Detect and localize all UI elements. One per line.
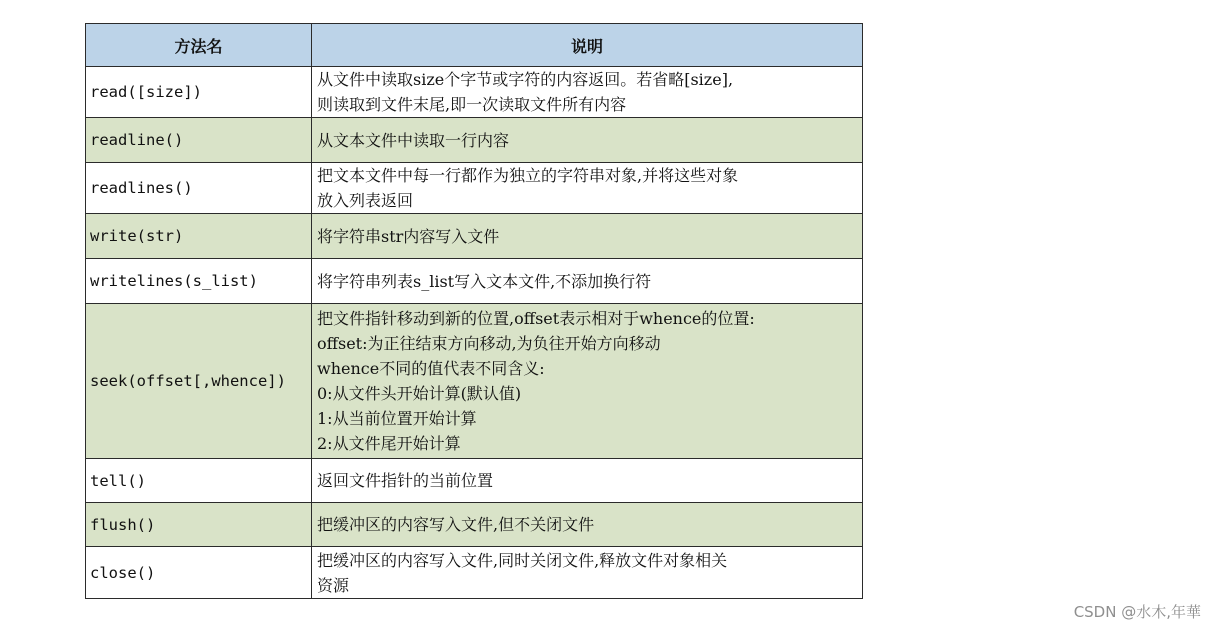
description-cell <box>312 547 863 599</box>
csdn-watermark: CSDN @水木,年華 <box>1073 603 1201 621</box>
description-line: 将字符串列表s_list写入文本文件,不添加换行符 <box>317 271 652 291</box>
description-line: 把缓冲区的内容写入文件,但不关闭文件 <box>317 515 595 534</box>
description-cell <box>312 214 863 259</box>
description-line: 返回文件指针的当前位置 <box>317 471 494 490</box>
table-row <box>86 214 863 259</box>
description-cell <box>312 67 863 118</box>
method-cell: tell() <box>86 459 312 503</box>
description-cell <box>312 459 863 503</box>
table-row <box>86 163 863 214</box>
header-description: 说明 <box>312 24 863 67</box>
table-row <box>86 304 863 459</box>
table-row <box>86 459 863 503</box>
description-cell <box>312 118 863 163</box>
description-cell <box>312 163 863 214</box>
description-line: 从文本文件中读取一行内容 <box>317 130 510 150</box>
description-line: 放入列表返回 <box>317 191 414 210</box>
table-header-row <box>86 24 863 67</box>
description-line: whence不同的值代表不同含义: <box>317 359 545 378</box>
method-cell: write(str) <box>86 214 312 259</box>
table-row <box>86 259 863 304</box>
method-cell: seek(offset[,whence]) <box>86 304 312 459</box>
file-methods-table <box>85 23 863 599</box>
description-line: 则读取到文件末尾,即一次读取文件所有内容 <box>317 95 627 114</box>
description-line: 把文本文件中每一行都作为独立的字符串对象,并将这些对象 <box>317 166 739 185</box>
description-cell <box>312 304 863 459</box>
table-row <box>86 118 863 163</box>
method-cell: writelines(s_list) <box>86 259 312 304</box>
method-cell: readlines() <box>86 163 312 214</box>
header-method-name: 方法名 <box>86 24 312 67</box>
description-line: 把文件指针移动到新的位置,offset表示相对于whence的位置: <box>317 309 755 328</box>
description-line: offset:为正往结束方向移动,为负往开始方向移动 <box>317 334 661 353</box>
description-line: 1:从当前位置开始计算 <box>317 409 477 428</box>
table-row <box>86 547 863 599</box>
description-line: 把缓冲区的内容写入文件,同时关闭文件,释放文件对象相关 <box>317 550 728 570</box>
description-line: 0:从文件头开始计算(默认值) <box>317 384 522 403</box>
method-cell: read([size]) <box>86 67 312 118</box>
table-row <box>86 503 863 547</box>
method-cell: readline() <box>86 118 312 163</box>
method-cell: flush() <box>86 503 312 547</box>
description-line: 2:从文件尾开始计算 <box>317 434 461 453</box>
description-line: 资源 <box>317 575 350 595</box>
table-row <box>86 67 863 118</box>
description-line: 从文件中读取size个字节或字符的内容返回。若省略[size], <box>317 70 734 89</box>
description-cell <box>312 259 863 304</box>
description-cell <box>312 503 863 547</box>
method-cell: close() <box>86 547 312 599</box>
description-line: 将字符串str内容写入文件 <box>317 226 500 246</box>
